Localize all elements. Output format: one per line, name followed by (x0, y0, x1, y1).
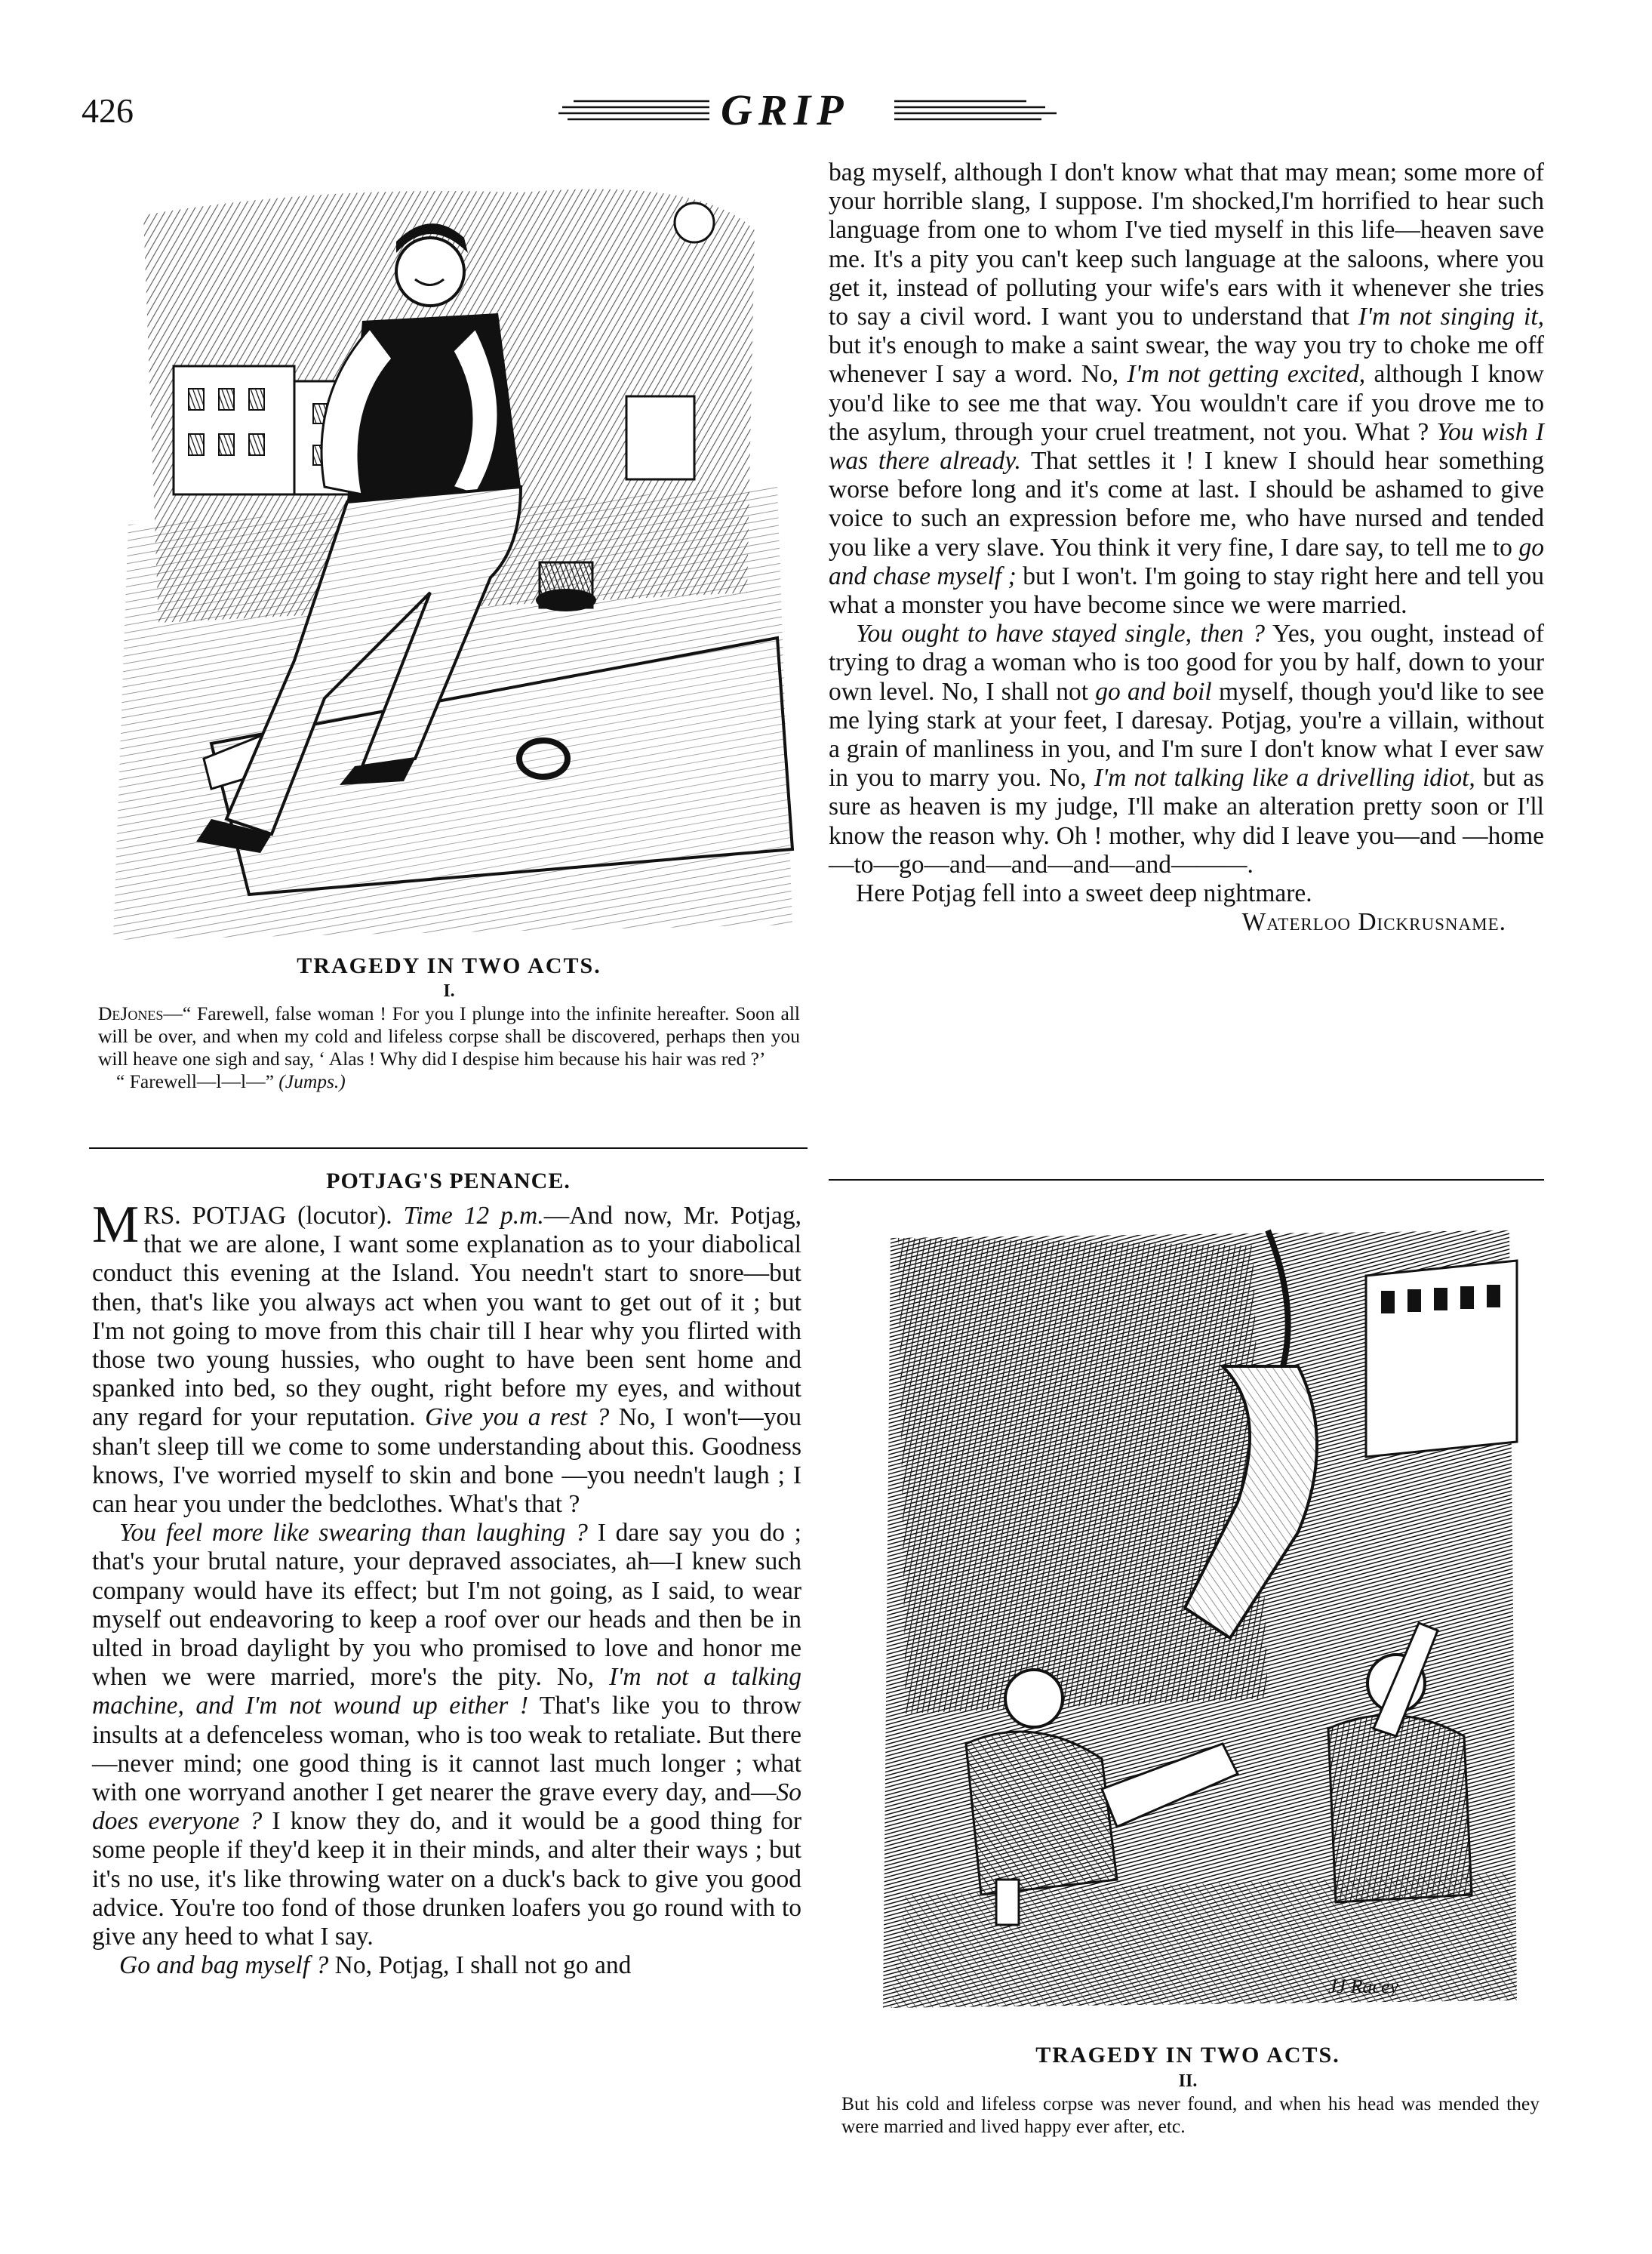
paragraph: You feel more like swearing than laughing ? I dare say you do ; that's your brutal nature, your depraved associates, ah—I knew such company would have its effect; but I'm not going, as I said, to wear myself out endeavoring to keep a roof over our heads and then be in ulted in broad daylight by you who promised to love and honor me when we were married, more's the pity. No, I'm not a talking machine, and I'm not wound up either ! That's like you to throw insults at a defenceless woman, who is too weak to retaliate. But there—never mind; one good thing is it cannot last much longer ; what with one worryand another I get nearer the grave every day, and—So does everyone ? I know they do, and it would be a good thing for some people if they'd keep it in their minds, and alter their ways ; but it's no use, it's like throwing water on a duck's back to give you good advice. You're too fond of those drunken loafers you go round with to give any heed to what I say. (92, 1519, 801, 1951)
caption-1-stage-direction: (Jumps.) (278, 1070, 346, 1092)
caption-1-speaker: DeJones (98, 1002, 164, 1024)
caption-1-part: I. (443, 981, 455, 1001)
caption-1-speech: —“ Farewell, false woman ! For you I plunge into the infinite hereafter. Soon all will be over, and when my cold and lifeless corpse shall be discovered, perhaps then you will heave one sigh and say, ‘ Alas ! Why did I despise him because his hair was red ?’ (98, 1002, 800, 1070)
caption-2-title: TRAGEDY IN TWO ACTS. (1035, 2043, 1340, 2068)
page-number: 426 (82, 91, 134, 130)
masthead (558, 85, 1057, 137)
section-rule (829, 1179, 1544, 1181)
author-signature: Waterloo Dickrusname. (1241, 908, 1506, 937)
caption-2-part: II. (1178, 2071, 1198, 2091)
caption-1-farewell: “ Farewell—l—l—” (116, 1070, 274, 1092)
section-rule (89, 1147, 808, 1149)
caption-1-text (98, 1002, 800, 1093)
illustration-married-couple (875, 1215, 1524, 2031)
paragraph: Here Potjag fell into a sweet deep nightmare. (856, 879, 1312, 908)
article-column-right (829, 159, 1544, 937)
engraving-man-on-wharf (98, 170, 800, 947)
artist-signature: JJ Racey (1328, 1975, 1399, 1997)
article-title: POTJAG'S PENANCE. (326, 1169, 571, 1193)
caption-1-title: TRAGEDY IN TWO ACTS. (297, 953, 601, 978)
drop-cap: M (92, 1196, 140, 1254)
illustration-suicide-leap (98, 170, 800, 947)
paragraph: Go and bag myself ? No, Potjag, I shall not go and (119, 1951, 632, 1980)
paragraph: bag myself, although I don't know what that may mean; some more of your horrible slang, I suppose. I'm shocked,I'm horrified to hear such language from one to whom I've tied myself in this life—heaven save me. It's a pity you can't keep such language at the saloons, where you get it, instead of polluting your wife's ears with it whenever she tries to say a civil word. I want you to understand that I'm not singing it, but it's enough to make a saint swear, the way you try to choke me off whenever I say a word. No, I'm not getting excited, although I know you'd like to see me that way. You wouldn't care if you drove me to the asylum, through your cruel treatment, not you. What ? You wish I was there already. That settles it ! I knew I should hear something worse before long and it's come at last. I should be ashamed to give voice to such an expression before me, who have nursed and tended you like a very slave. You think it very fine, I dare say, to tell me to go and chase myself ; but I won't. I'm going to stay right here and tell you what a monster you have become since we were married. (829, 159, 1545, 620)
caption-2-text: But his cold and lifeless corpse was never found, and when his head was mended they were married and lived happy ever after, etc. (841, 2092, 1540, 2137)
masthead-title: GRIP (721, 85, 850, 134)
paragraph: MRS. POTJAG (locutor). Time 12 p.m.—And now, Mr. Potjag, that we are alone, I want some explanation as to your diabolical conduct this evening at the Island. You needn't start to snore—but then, that's like you always act when you want to get out of it ; but I'm not going to move from this chair till I hear why you flirted with those two young hussies, who ought to have been sent home and spanked into bed, so they ought, right before my eyes, and without any regard for your reputation. Give you a rest ? No, I won't—you shan't sleep till we come to some understanding about this. Goodness knows, I've worried myself to skin and bone —you needn't laugh ; I can hear you under the bedclothes. What's that ? (92, 1196, 801, 1519)
paragraph: You ought to have stayed single, then ? Yes, you ought, instead of trying to drag a woman who is too good for you by half, down to your own level. No, I shall not go and boil myself, though you'd like to see me lying stark at your feet, I daresay. Potjag, you're a villain, without a grain of manliness in you, and I'm sure I don't know what I ever saw in you to marry you. No, I'm not talking like a drivelling idiot, but as sure as heaven is my judge, I'll make an alteration pretty soon or I'll know the reason why. Oh ! mother, why did I leave you—and —home—to—go—and—and—and—and———. (829, 620, 1545, 879)
engraving-domestic-scene (875, 1215, 1524, 2031)
article-column-left (92, 1196, 801, 1980)
